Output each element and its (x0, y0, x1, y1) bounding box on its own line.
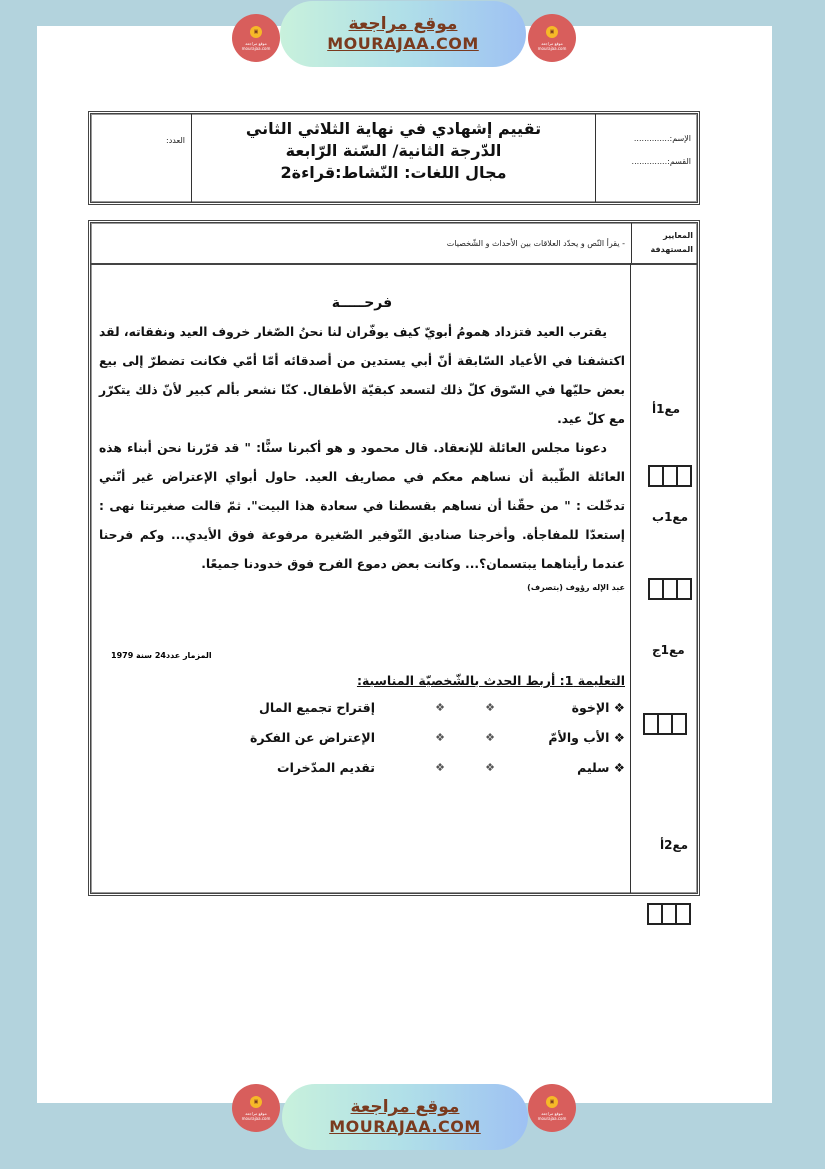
paragraph-1: يقترب العيد فتزداد همومُ أبويّ كيف يوفّران لنا نحنُ الصّغار خروف العيد ونفقاته، لقد اكتشفنا في الأعياد السّابقة أنّ أبي يستدين من أصدقائه أمّا أمّي فكانت تضطرّ إلى بيع بعض حليّها في السّوق كلّ ذلك لتسعد كبقيّة الأطفال. كنّا نشعر بألم كبير لأنّ ذلك يتكرّر مع كلّ عيد. (99, 325, 625, 426)
task-1 (99, 673, 625, 782)
brand-latin: MOURAJAA.COM (329, 1117, 481, 1136)
exam-title: تقييم إشهادي في نهاية الثلاثي الثاني (245, 119, 542, 138)
criterion-label-1c: مع1ج (652, 643, 685, 657)
section-field-label: القسم:.............. (631, 157, 691, 166)
criteria-column-title: المعايير المستهدفة (631, 223, 697, 263)
brand-arabic: موقع مراجعة (348, 14, 458, 34)
text-source: المزمار عدد24 سنة 1979 (111, 651, 212, 660)
exam-header-table (88, 111, 700, 205)
brand-banner-top[interactable] (280, 1, 526, 67)
character-item: ❖ سليم (577, 759, 625, 775)
reading-text (99, 289, 625, 597)
book-icon: ▣ (546, 26, 558, 38)
text-author: عبد الإله رؤوف (بتصرف) (527, 583, 625, 592)
criterion-label-2a: مع2أ (660, 838, 689, 852)
badge-caption: موقع مراجعة mourajaa.com (537, 40, 567, 51)
exam-body-table (88, 220, 700, 896)
score-box-1a[interactable] (648, 465, 692, 487)
match-row-3 (99, 752, 625, 782)
brand-banner-bottom[interactable] (282, 1084, 528, 1150)
exam-title-cell (191, 114, 595, 202)
badge-caption: موقع مراجعة mourajaa.com (241, 40, 271, 51)
connector-dot-icon[interactable]: ❖ (435, 700, 445, 714)
match-row-1 (99, 692, 625, 722)
brand-badge-left-bottom (232, 1084, 280, 1132)
connector-dot-icon[interactable]: ❖ (485, 700, 495, 714)
exam-grade-level: الدّرجة الثانية/ السّنة الرّابعة (285, 141, 502, 160)
brand-badge-right-top (528, 14, 576, 62)
connector-dot-icon[interactable]: ❖ (485, 730, 495, 744)
connector-dot-icon[interactable]: ❖ (435, 760, 445, 774)
event-item: تقديم المدّخرات (277, 759, 375, 775)
brand-badge-right-bottom (528, 1084, 576, 1132)
score-box-2a[interactable] (647, 903, 691, 925)
badge-caption: موقع مراجعة mourajaa.com (241, 1110, 271, 1121)
brand-latin: MOURAJAA.COM (327, 34, 479, 53)
connector-dot-icon[interactable]: ❖ (485, 760, 495, 774)
book-icon: ▣ (250, 26, 262, 38)
event-item: إقتراح تجميع المال (259, 699, 375, 715)
score-cell (91, 114, 191, 202)
brand-arabic: موقع مراجعة (350, 1097, 460, 1117)
character-item: ❖ الأب والأمّ (548, 729, 625, 745)
task-1-heading: التعليمة 1: أربط الحدث بالشّخصيّة المناسبة: (356, 673, 625, 688)
score-label: العدد: (166, 136, 185, 145)
name-field-label: الإسم:.............. (633, 134, 691, 143)
score-box-1c[interactable] (643, 713, 687, 735)
criteria-row (91, 223, 697, 265)
character-item: ❖ الإخوة (571, 699, 625, 715)
score-box-1b[interactable] (648, 578, 692, 600)
text-title: فرحـــــة (331, 295, 393, 311)
book-icon: ▣ (250, 1096, 262, 1108)
event-item: الإعتراض عن الفكرة (250, 729, 375, 745)
brand-badge-left-top (232, 14, 280, 62)
criteria-description: - يقرأ النّص و يحدّد العلاقات بين الأحداث و الشّخصيات (446, 239, 625, 248)
criterion-label-1a: مع1أ (652, 402, 681, 416)
book-icon: ▣ (546, 1096, 558, 1108)
exam-subject: مجال اللغات: النّشاط:قراءة2 (280, 163, 507, 182)
student-info-cell (595, 114, 697, 202)
criterion-label-1b: مع1ب (652, 510, 689, 524)
badge-caption: موقع مراجعة mourajaa.com (537, 1110, 567, 1121)
connector-dot-icon[interactable]: ❖ (435, 730, 445, 744)
column-divider (630, 263, 631, 893)
paragraph-2: دعونا مجلس العائلة للإنعقاد. قال محمود و هو أكبرنا سنًّا: " قد قرّرنا نحن أبناء هذه العائلة الطّيبة أن نساهم معكم في مصاريف العيد. حاول أبواي الإعتراض غير أنّني تدخّلت : " من حقّنا أن نساهم بقسطنا في سعادة هذا البيت". ثمّ قالت صغيرتنا نهى : إستعدّا للمفاجأة. وأخرجنا صناديق التّوفير الصّغيرة مرفوعة فوق الأيدي... وكم فرحنا عندما رأيناهما يبتسمان؟... وكانت بعض دموع الفرح فوق خدودنا جميعًا. (99, 441, 625, 571)
match-row-2 (99, 722, 625, 752)
